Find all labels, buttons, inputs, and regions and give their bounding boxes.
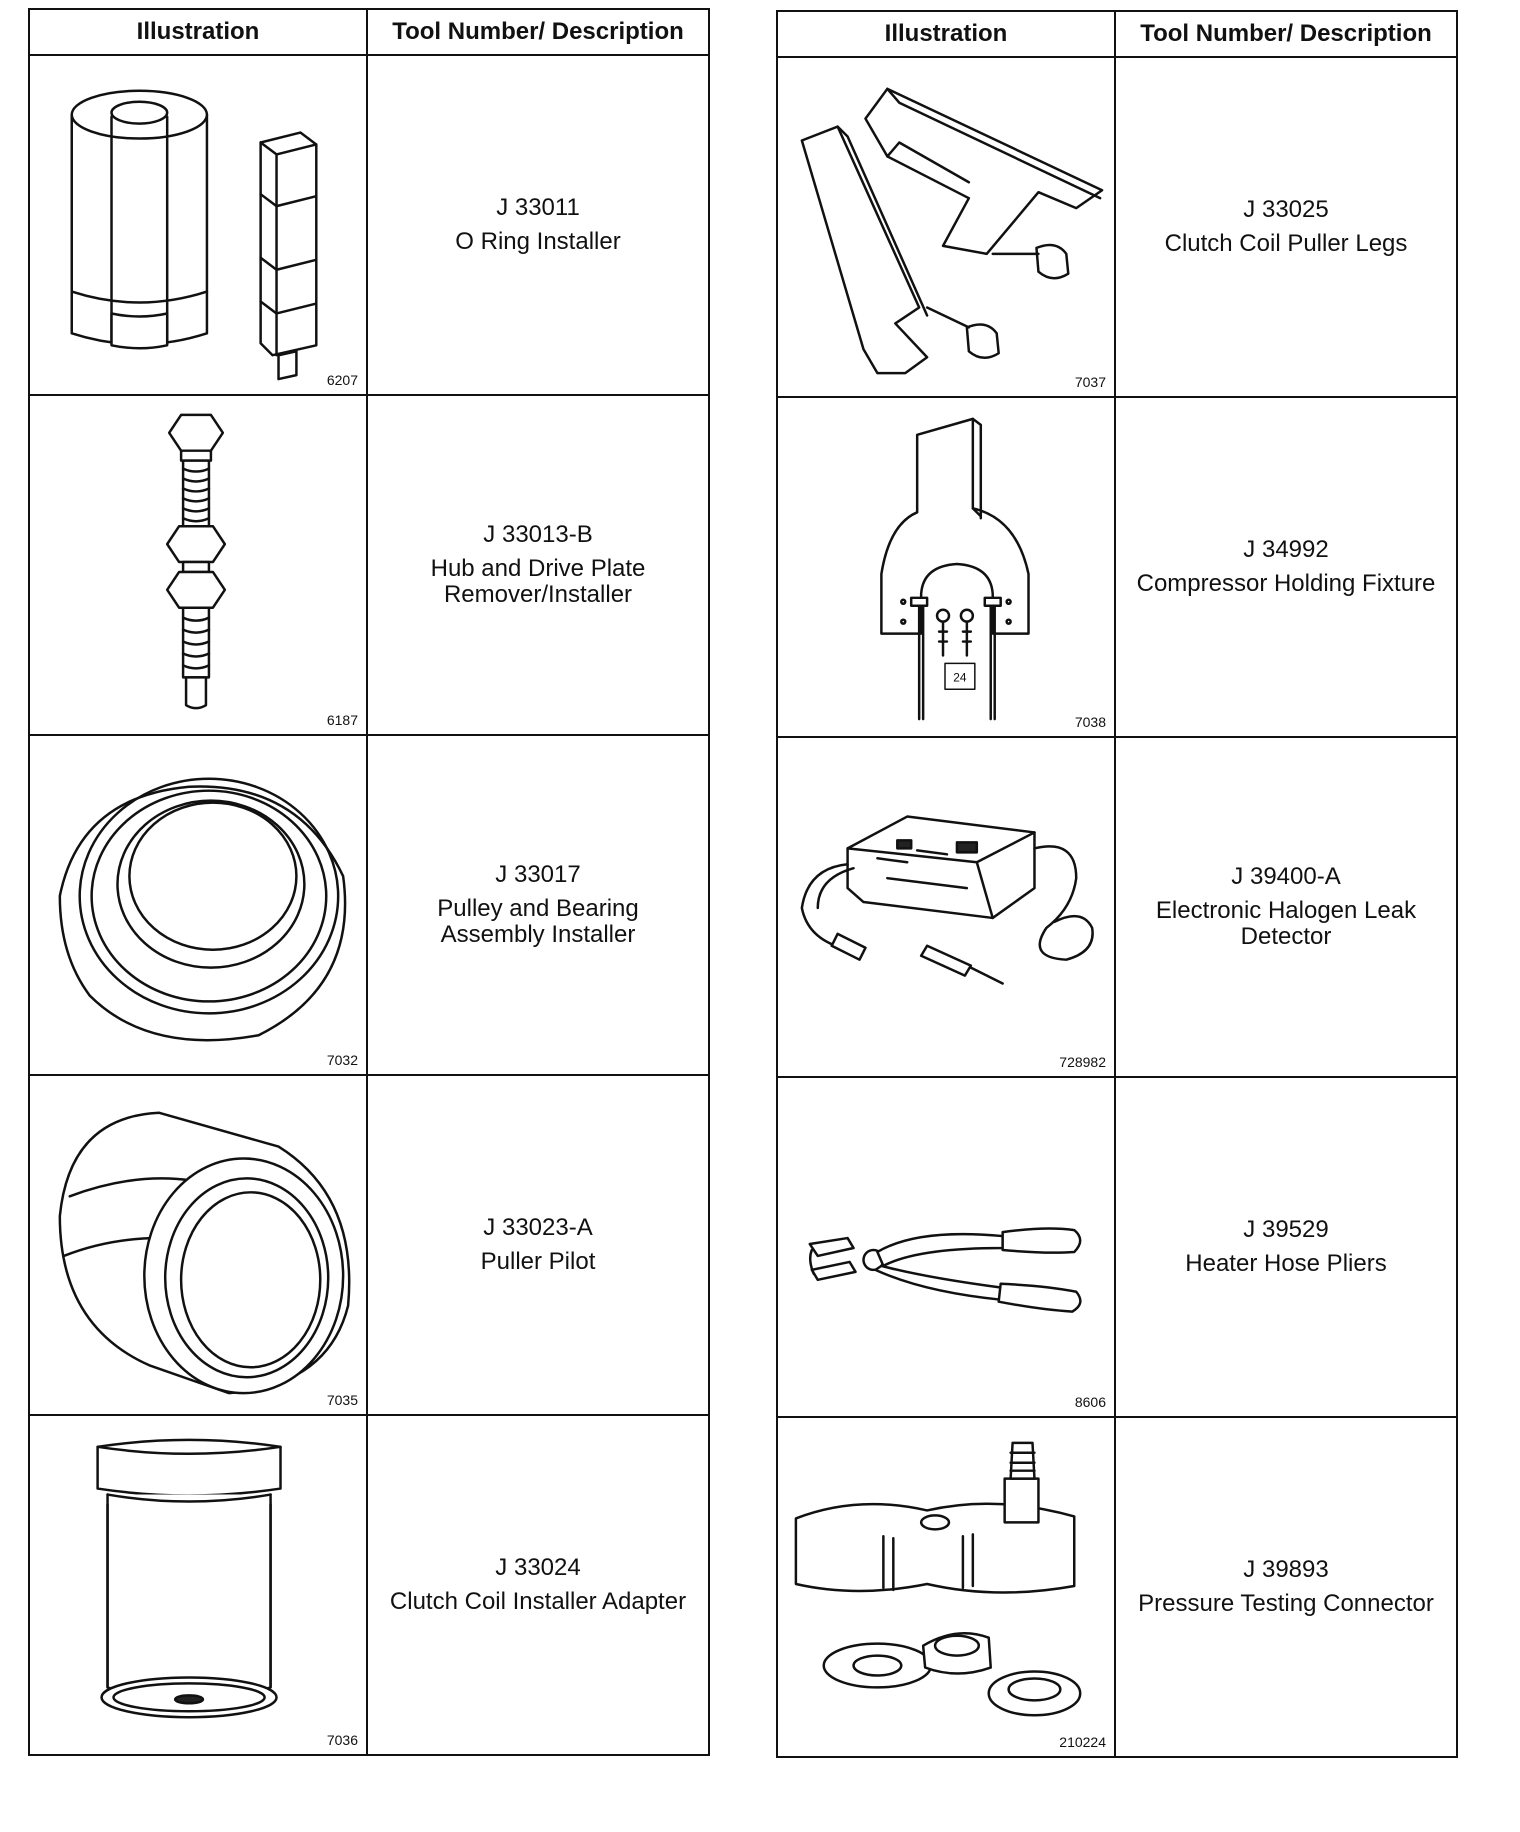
table-row xyxy=(777,737,1457,1077)
illustration-cell xyxy=(29,395,367,735)
table-header-row xyxy=(29,9,709,55)
heater-hose-pliers-icon xyxy=(778,1078,1114,1416)
description-cell xyxy=(1115,1077,1457,1417)
tool-number: J 39529 xyxy=(1243,1216,1329,1243)
illustration-cell xyxy=(777,397,1115,737)
pressure-testing-connector-icon xyxy=(778,1418,1114,1756)
clutch-coil-puller-legs-icon xyxy=(778,58,1114,396)
tool-number: J 39400-A xyxy=(1231,863,1341,890)
compressor-holding-fixture-icon xyxy=(778,398,1114,736)
tool-description: Electronic Halogen Leak Detector xyxy=(1155,897,1417,950)
column-header-description: Tool Number/ Description xyxy=(367,9,709,55)
description-cell xyxy=(367,55,709,395)
illustration-cell xyxy=(29,55,367,395)
tool-number: J 33025 xyxy=(1243,196,1329,223)
column-header-illustration: Illustration xyxy=(777,11,1115,57)
figure-number: 6207 xyxy=(326,372,358,388)
tool-description: Clutch Coil Puller Legs xyxy=(1164,230,1408,257)
tool-description: Pulley and Bearing Assembly Installer xyxy=(437,895,639,948)
description-cell xyxy=(367,1415,709,1755)
tool-description: O Ring Installer xyxy=(455,228,621,255)
clutch-coil-installer-adapter-icon xyxy=(30,1416,366,1754)
puller-pilot-icon xyxy=(30,1076,366,1414)
figure-number: 7036 xyxy=(326,1732,358,1748)
figure-number: 7032 xyxy=(326,1052,358,1068)
table-row xyxy=(777,1077,1457,1417)
table-row xyxy=(29,735,709,1075)
tool-number: J 33023-A xyxy=(483,1214,593,1241)
tool-number: J 34992 xyxy=(1243,536,1329,563)
illustration-cell xyxy=(777,1417,1115,1757)
column-header-description: Tool Number/ Description xyxy=(1115,11,1457,57)
figure-number: 210224 xyxy=(1059,1734,1106,1750)
tool-table-right xyxy=(776,10,1458,1758)
figure-number: 728982 xyxy=(1059,1054,1106,1070)
tool-description: Hub and Drive Plate Remover/Installer xyxy=(430,555,646,608)
table-row xyxy=(777,1417,1457,1757)
tool-description: Clutch Coil Installer Adapter xyxy=(389,1588,687,1615)
description-cell xyxy=(367,735,709,1075)
tool-number: J 39893 xyxy=(1243,1556,1329,1583)
figure-number: 6187 xyxy=(326,712,358,728)
tool-description: Heater Hose Pliers xyxy=(1185,1250,1387,1277)
table-row xyxy=(29,1075,709,1415)
tool-number: J 33011 xyxy=(496,194,580,221)
figure-number: 7037 xyxy=(1074,374,1106,390)
illustration-cell xyxy=(29,1075,367,1415)
tool-number: J 33013-B xyxy=(483,521,593,548)
tool-description: Compressor Holding Fixture xyxy=(1136,570,1436,597)
illustration-cell xyxy=(29,735,367,1075)
illustration-cell xyxy=(777,737,1115,1077)
figure-number: 7038 xyxy=(1074,714,1106,730)
tool-number: J 33017 xyxy=(495,861,581,888)
tool-description: Pressure Testing Connector xyxy=(1138,1590,1434,1617)
description-cell xyxy=(1115,397,1457,737)
table-row xyxy=(777,57,1457,397)
table-row xyxy=(29,1415,709,1755)
table-row xyxy=(777,397,1457,737)
description-cell xyxy=(367,395,709,735)
illustration-cell xyxy=(777,57,1115,397)
description-cell xyxy=(367,1075,709,1415)
table-header-row xyxy=(777,11,1457,57)
fixture-part-label: 24 xyxy=(953,670,967,685)
description-cell xyxy=(1115,57,1457,397)
column-header-illustration: Illustration xyxy=(29,9,367,55)
table-row xyxy=(29,55,709,395)
o-ring-installer-icon xyxy=(30,56,366,394)
description-cell xyxy=(1115,1417,1457,1757)
leak-detector-icon xyxy=(778,738,1114,1076)
table-row xyxy=(29,395,709,735)
illustration-cell xyxy=(29,1415,367,1755)
pulley-bearing-installer-icon xyxy=(30,736,366,1074)
figure-number: 8606 xyxy=(1074,1394,1106,1410)
hub-drive-plate-remover-icon xyxy=(30,396,366,734)
description-cell xyxy=(1115,737,1457,1077)
tool-description: Puller Pilot xyxy=(480,1248,596,1275)
illustration-cell xyxy=(777,1077,1115,1417)
tool-table-left xyxy=(28,8,710,1756)
tool-number: J 33024 xyxy=(495,1554,581,1581)
figure-number: 7035 xyxy=(326,1392,358,1408)
